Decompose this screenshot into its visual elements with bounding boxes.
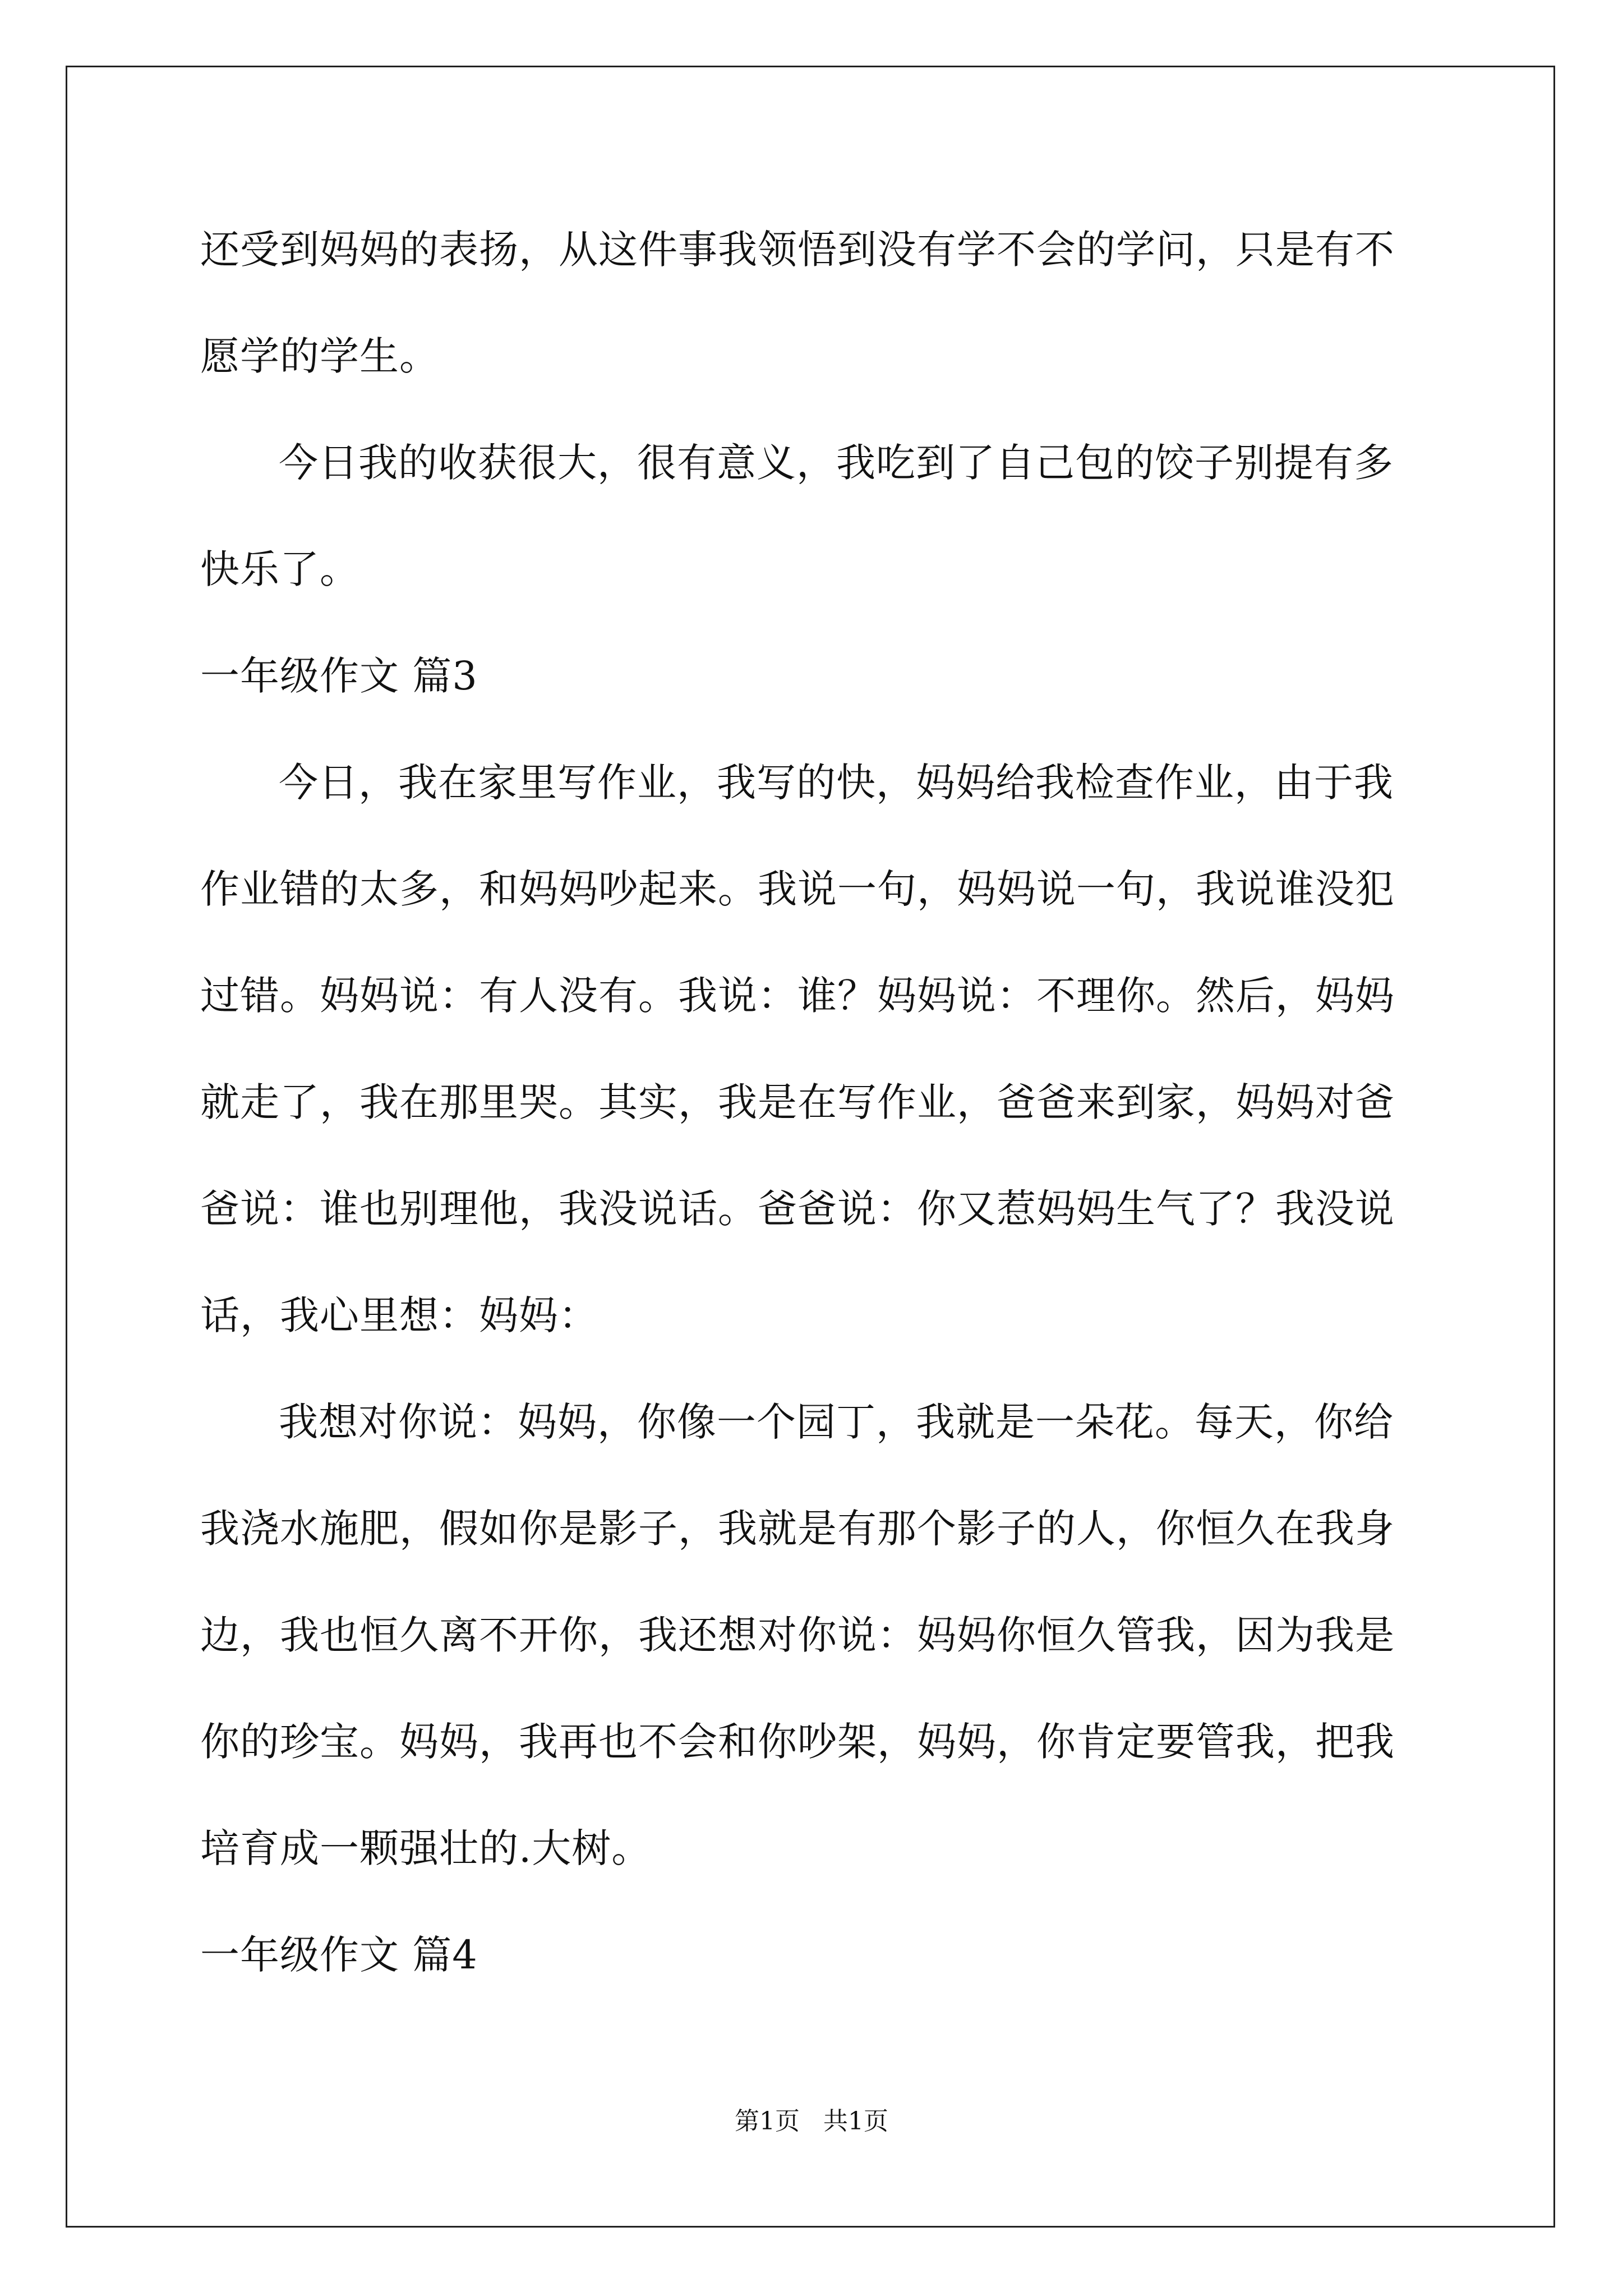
text-line: 边，我也恒久离不开你，我还想对你说：妈妈你恒久管我，因为我是 bbox=[200, 1612, 1395, 1658]
section-heading: 一年级作文 篇3 bbox=[200, 653, 478, 699]
section-heading: 一年级作文 篇4 bbox=[200, 1932, 478, 1978]
text-line: 就走了，我在那里哭。其实，我是在写作业，爸爸来到家，妈妈对爸 bbox=[200, 1079, 1395, 1125]
text-line: 我浇水施肥，假如你是影子，我就是有那个影子的人，你恒久在我身 bbox=[200, 1506, 1395, 1552]
text-line: 爸说：谁也别理他，我没说话。爸爸说：你又惹妈妈生气了？我没说 bbox=[200, 1186, 1395, 1232]
document-body bbox=[200, 196, 1434, 2008]
paragraph-start: 今日我的收获很大，很有意义，我吃到了自己包的饺子别提有多 bbox=[279, 440, 1394, 486]
text-line: 培育成一颗强壮的.大树。 bbox=[200, 1825, 652, 1871]
text-line: 话，我心里想：妈妈： bbox=[200, 1292, 598, 1338]
text-line: 作业错的太多，和妈妈吵起来。我说一句，妈妈说一句，我说谁没犯 bbox=[200, 866, 1395, 912]
text-line: 还受到妈妈的表扬，从这件事我领悟到没有学不会的学问，只是有不 bbox=[200, 227, 1395, 273]
text-line: 快乐了。 bbox=[200, 546, 359, 592]
paragraph-start: 我想对你说：妈妈，你像一个园丁，我就是一朵花。每天，你给 bbox=[279, 1399, 1394, 1445]
text-line: 愿学的学生。 bbox=[200, 333, 439, 379]
text-line: 你的珍宝。妈妈，我再也不会和你吵架，妈妈，你肯定要管我，把我 bbox=[200, 1719, 1395, 1765]
text-line: 过错。妈妈说：有人没有。我说：谁？妈妈说：不理你。然后，妈妈 bbox=[200, 973, 1395, 1019]
paragraph-start: 今日，我在家里写作业，我写的快，妈妈给我检查作业，由于我 bbox=[279, 760, 1394, 806]
page-footer: 第1页 共1页 bbox=[735, 2107, 888, 2136]
